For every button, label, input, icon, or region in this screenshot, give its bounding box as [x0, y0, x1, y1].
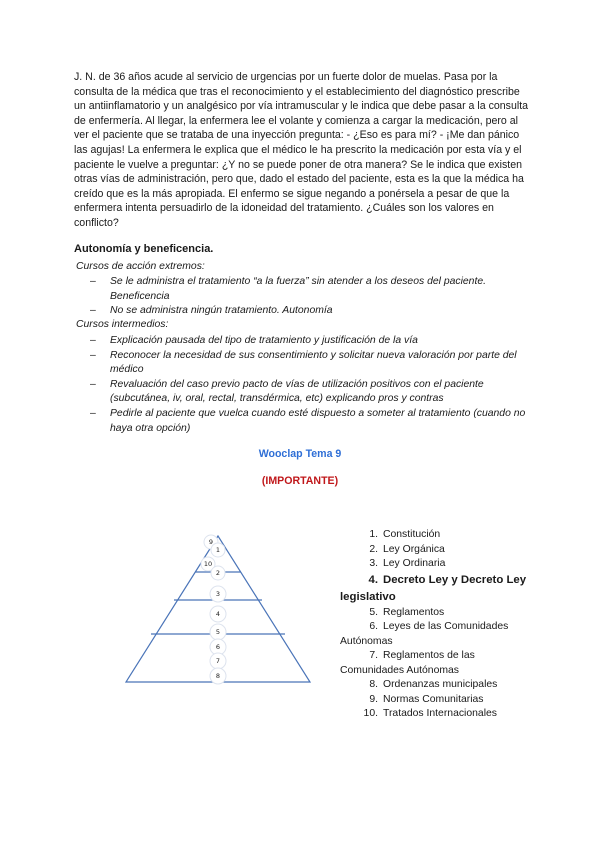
extremos-label: Cursos de acción extremos: — [76, 261, 205, 272]
list-item: – Explicación pausada del tipo de tratamiento y justificación de la vía — [88, 334, 528, 349]
list-item: 9. Normas Comunitarias — [369, 693, 484, 705]
pyramid-label: 1 — [215, 546, 221, 554]
list-item: – Revaluación del caso previo pacto de vías de utilización positivos con el paciente (subcutánea, iv, oral, rectal, transdérmica, etc) explicando pros y contras — [88, 378, 528, 407]
list-item: 8. Ordenanzas municipales — [369, 679, 498, 690]
list-item-continuation: Autónomas — [340, 635, 393, 647]
list-item: 3. Ley Ordinaria — [369, 558, 446, 569]
case-paragraph: J. N. de 36 años acude al servicio de urgencias por un fuerte dolor de muelas. Pasa por la consulta de la médica que tras el reconocimiento y el establecimiento del diagnóstico prescribe un antiinflamatorio y un analgésico por vía intramuscular y le indica que debe pasar a la consulta de enfermería. Al llegar, la enfermera lee el volante y comienza a cargar la medicación, pero al ver el paciente que se trataba de una inyección pregunta: - ¿Eso es para mí? - ¡Me dan pánico las agujas! La enfermera le explica que el médico le ha prescrito la medicación por esta vía y el paciente le vuelve a preguntar: ¿Y no se puede poner de otra manera? Se le indica que existen otras vías de administración, pero que, dado el estado del paciente, esta es la que la médica ha creído que es la más apropiada. El enfermo se sigue negando a ponérsela a pesar de que la enfermera intenta persuadirlo de la idoneidad del tratamiento. ¿Cuáles son los valores en conflicto? — [74, 71, 529, 229]
pyramid-label: 10 — [203, 560, 213, 568]
extremos-list — [88, 275, 528, 319]
list-item: 5. Reglamentos — [369, 606, 445, 618]
pyramid-label: 9 — [208, 538, 214, 546]
list-item: 4. Decreto Ley y Decreto Ley — [368, 573, 527, 586]
pyramid-label: 4 — [215, 610, 221, 618]
pyramid-label: 8 — [215, 672, 221, 680]
pyramid-label: 2 — [215, 569, 221, 577]
list-item: 2. Ley Orgánica — [369, 543, 445, 555]
pyramid-label: 7 — [215, 657, 221, 665]
pyramid-label: 5 — [215, 628, 221, 636]
list-item-continuation: legislativo — [340, 590, 396, 603]
wooclap-link[interactable]: Wooclap Tema 9 — [258, 448, 342, 460]
legal-pyramid-diagram — [90, 528, 330, 713]
list-item: – Reconocer la necesidad de sus consentimiento y solicitar nueva valoración por parte del médico — [88, 349, 528, 378]
pyramid-label: 3 — [215, 590, 221, 598]
list-item-continuation: Comunidades Autónomas — [340, 664, 459, 676]
intermedios-list — [88, 334, 528, 436]
list-item: 7. Reglamentos de las — [369, 650, 475, 661]
intermedios-label: Cursos intermedios: — [76, 319, 169, 330]
list-item: 10. Tratados Internacionales — [363, 708, 497, 719]
list-item: – Pedirle al paciente que vuelca cuando esté dispuesto a someter al tratamiento (cuando no haya otra opción) — [88, 407, 528, 436]
list-item: – No se administra ningún tratamiento. Autonomía — [88, 304, 528, 319]
list-item: 1. Constitución — [369, 529, 441, 540]
importante-label: (IMPORTANTE) — [261, 475, 339, 487]
legal-hierarchy-list — [340, 528, 540, 722]
list-item: – Se le administra el tratamiento “a la fuerza” sin atender a los deseos del paciente. Beneficencia — [88, 275, 528, 304]
pyramid-label: 6 — [215, 643, 221, 651]
list-item: 6. Leyes de las Comunidades — [369, 621, 509, 632]
section-heading: Autonomía y beneficencia. — [74, 243, 214, 255]
